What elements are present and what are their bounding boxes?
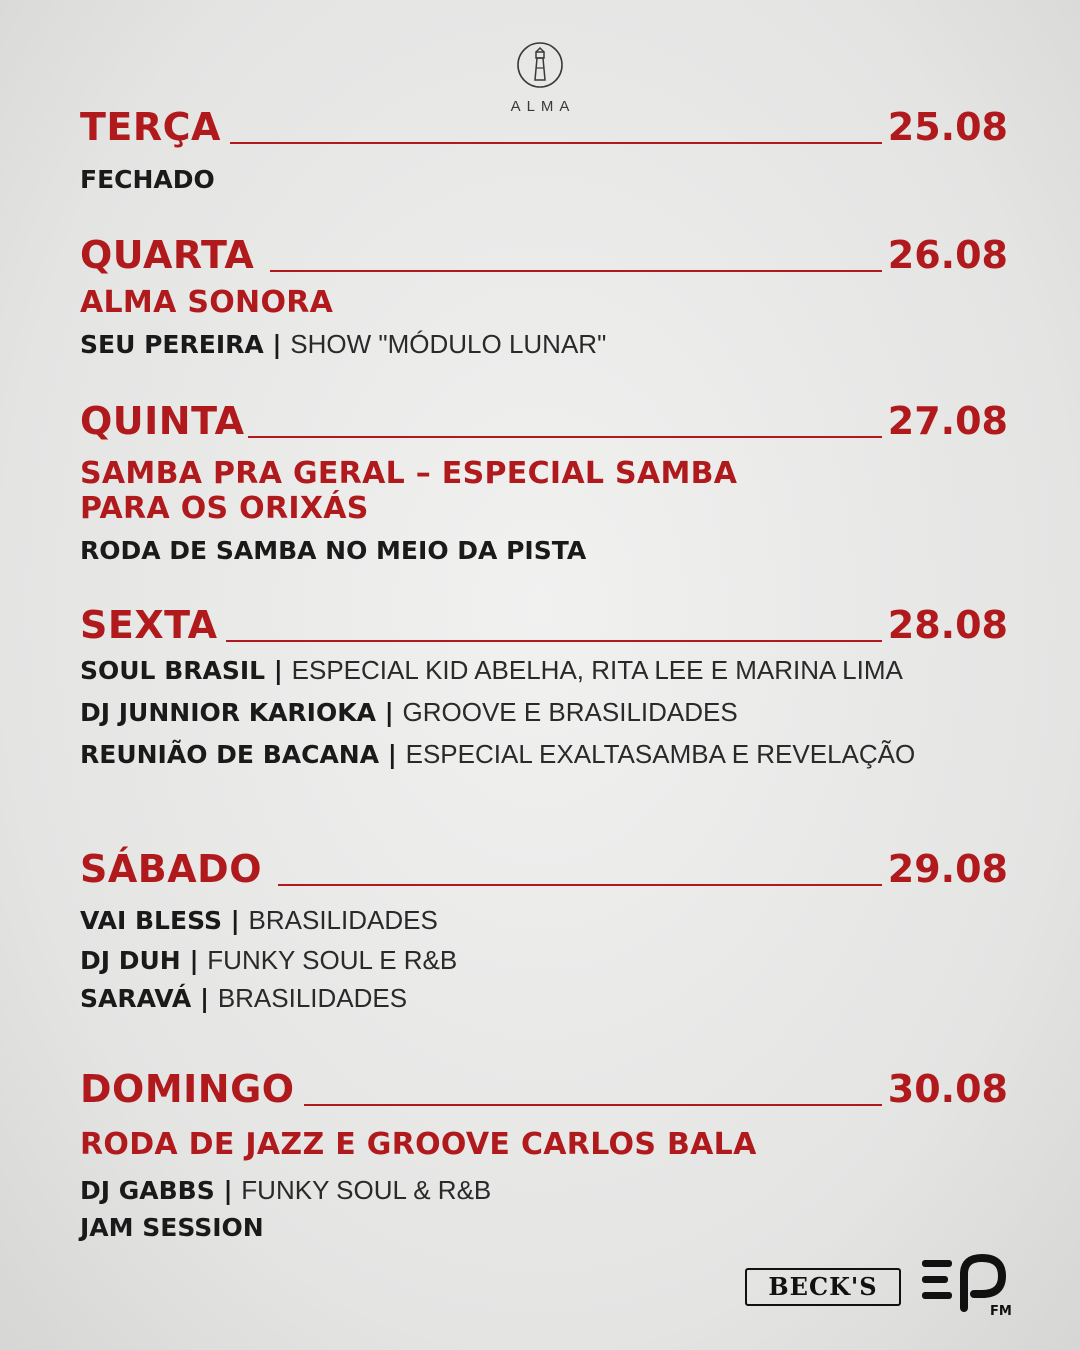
- act-line: DJ GABBS | FUNKY SOUL & R&B: [80, 1175, 492, 1205]
- divider-line: [230, 142, 882, 144]
- fm-label: FM: [990, 1304, 1012, 1319]
- day-header-terca: [80, 96, 1008, 149]
- day-header-quarta: [80, 224, 1008, 277]
- event-title: ALMA SONORA: [80, 285, 334, 320]
- act-line: DJ DUH | FUNKY SOUL E R&B: [80, 945, 458, 975]
- act-line: SOUL BRASIL | ESPECIAL KID ABELHA, RITA LEE E MARINA LIMA: [80, 655, 903, 685]
- event-title-line2: PARA OS ORIXÁS: [80, 491, 369, 526]
- event-title: RODA DE JAZZ E GROOVE CARLOS BALA: [80, 1127, 757, 1162]
- divider-line: [304, 1104, 882, 1106]
- day-date: 25.08: [887, 105, 1008, 149]
- day-header-sabado: [80, 838, 1008, 891]
- day-header-domingo: [80, 1058, 1008, 1111]
- day-name: QUARTA: [80, 233, 255, 277]
- divider-line: [226, 640, 882, 642]
- brand-name: ALMA: [510, 98, 576, 115]
- lighthouse-circle-icon: [515, 40, 565, 90]
- event-subtitle: RODA DE SAMBA NO MEIO DA PISTA: [80, 536, 587, 565]
- day-name: TERÇA: [80, 105, 221, 149]
- day-name: SEXTA: [80, 603, 218, 647]
- day-header-quinta: [80, 390, 1008, 443]
- sponsors: [745, 1250, 1025, 1330]
- status-text: FECHADO: [80, 165, 215, 194]
- divider-line: [248, 436, 882, 438]
- becks-logo: BECK'S: [745, 1268, 901, 1306]
- day-name: DOMINGO: [80, 1067, 295, 1111]
- ep-fm-logo: [920, 1250, 1020, 1330]
- day-header-sexta: [80, 594, 1008, 647]
- act-line: VAI BLESS | BRASILIDADES: [80, 905, 438, 935]
- act-line: REUNIÃO DE BACANA | ESPECIAL EXALTASAMBA E REVELAÇÃO: [80, 739, 916, 769]
- act-line: DJ JUNNIOR KARIOKA | GROOVE E BRASILIDADES: [80, 697, 738, 727]
- act-line: SEU PEREIRA | SHOW "MÓDULO LUNAR": [80, 329, 607, 359]
- day-name: QUINTA: [80, 399, 245, 443]
- divider-line: [278, 884, 882, 886]
- day-date: 28.08: [887, 603, 1008, 647]
- divider-line: [270, 270, 882, 272]
- day-date: 29.08: [887, 847, 1008, 891]
- extra-line: JAM SESSION: [80, 1213, 264, 1242]
- day-date: 27.08: [887, 399, 1008, 443]
- act-line: SARAVÁ | BRASILIDADES: [80, 983, 408, 1013]
- day-date: 30.08: [887, 1067, 1008, 1111]
- event-title-line1: SAMBA PRA GERAL – ESPECIAL SAMBA: [80, 456, 738, 491]
- day-date: 26.08: [887, 233, 1008, 277]
- day-name: SÁBADO: [80, 847, 262, 891]
